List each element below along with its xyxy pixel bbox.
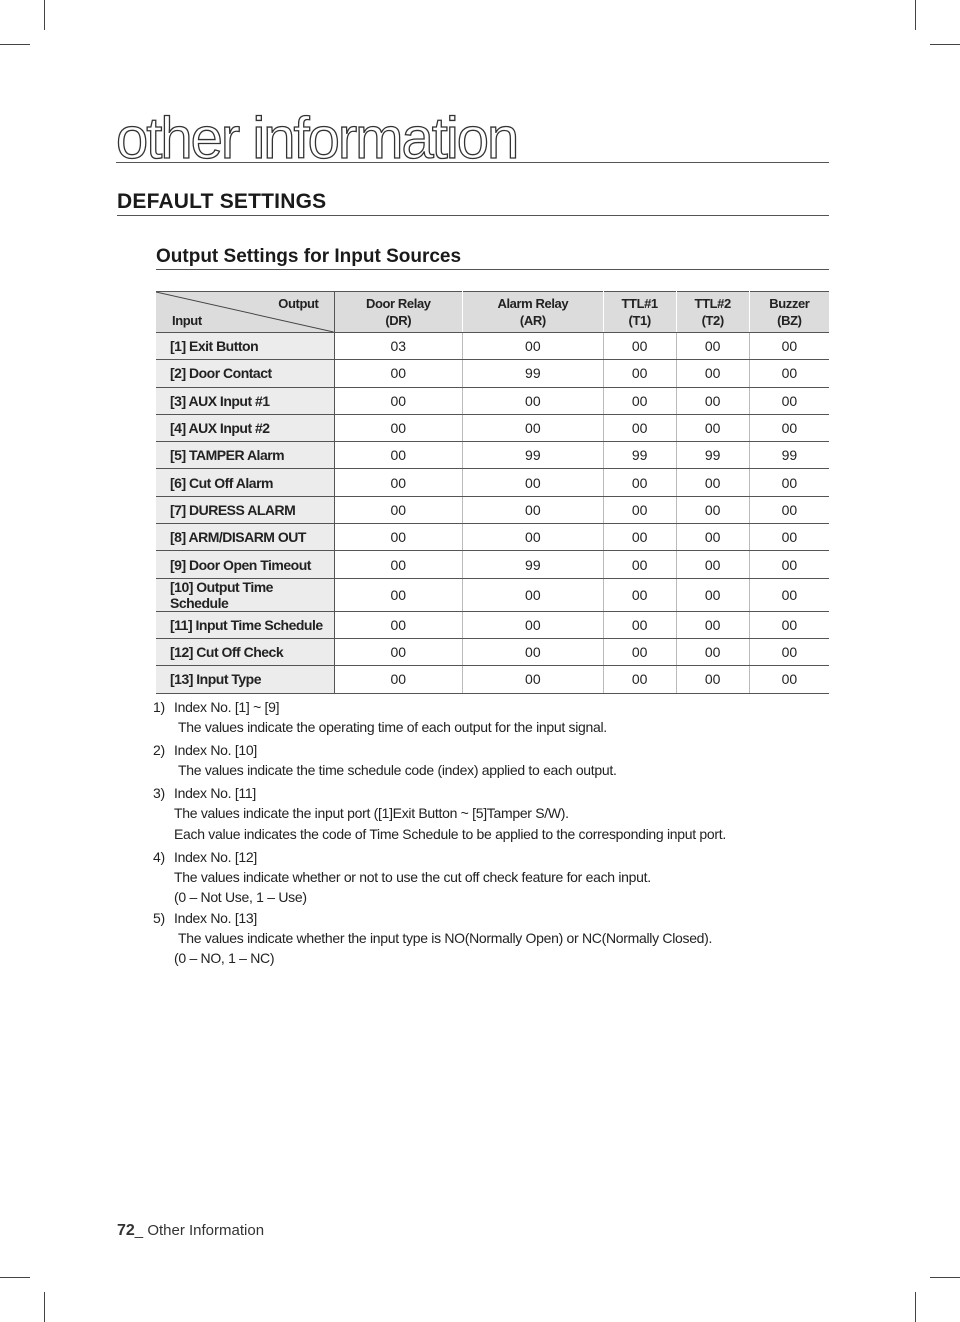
footer-separator: _ [134, 1222, 144, 1239]
table-row [156, 578, 829, 611]
crop-mark [44, 1292, 45, 1322]
row-label: [10] Output Time Schedule [156, 578, 334, 611]
crop-mark [915, 1292, 916, 1322]
table-cell: 00 [676, 360, 749, 387]
table-cell: 00 [676, 469, 749, 496]
table-cell: 00 [749, 414, 829, 441]
table-cell: 99 [463, 551, 604, 578]
table-cell: 00 [463, 638, 604, 665]
table-cell: 00 [676, 496, 749, 523]
table-row [156, 551, 829, 578]
column-header [463, 292, 604, 333]
table-row [156, 360, 829, 387]
column-header [334, 292, 463, 333]
table-cell: 00 [676, 666, 749, 693]
table-cell: 00 [603, 360, 676, 387]
table-cell: 00 [676, 638, 749, 665]
table-cell: 00 [334, 387, 463, 414]
table-row [156, 496, 829, 523]
note-heading [153, 782, 833, 803]
table-cell: 99 [463, 360, 604, 387]
table-cell: 00 [603, 611, 676, 638]
note-number: 4) [153, 848, 165, 865]
table-row [156, 333, 829, 360]
table-cell: 00 [676, 524, 749, 551]
table-cell: 00 [676, 387, 749, 414]
table-cell: 99 [676, 442, 749, 469]
table-row [156, 387, 829, 414]
table-cell: 00 [334, 611, 463, 638]
table-cell: 00 [603, 496, 676, 523]
table-cell: 99 [463, 442, 604, 469]
note-number: 5) [153, 909, 165, 926]
section-title: DEFAULT SETTINGS [117, 190, 327, 213]
table-cell: 99 [749, 442, 829, 469]
row-label: [11] Input Time Schedule [156, 611, 334, 638]
column-header [603, 292, 676, 333]
table-cell: 00 [463, 666, 604, 693]
column-header [676, 292, 749, 333]
crop-mark [0, 44, 30, 45]
note-title: Index No. [12] [174, 848, 257, 865]
table-cell: 00 [334, 578, 463, 611]
crop-mark [930, 1277, 960, 1278]
note-item [153, 907, 833, 967]
table-cell: 00 [603, 333, 676, 360]
row-label: [13] Input Type [156, 666, 334, 693]
note-heading [153, 907, 833, 928]
table-cell: 00 [463, 387, 604, 414]
table-cell: 00 [463, 414, 604, 441]
subsection-header [156, 244, 829, 270]
table-cell: 00 [603, 414, 676, 441]
note-text: The values indicate the input port ([1]Exit Button ~ [5]Tamper S/W). [174, 805, 569, 821]
note-text: The values indicate the operating time of each output for the input signal. [178, 719, 607, 735]
note-heading [153, 739, 833, 760]
table-cell: 03 [334, 333, 463, 360]
table-cell: 00 [463, 524, 604, 551]
row-label: [2] Door Contact [156, 360, 334, 387]
table-cell: 00 [603, 666, 676, 693]
row-label: [12] Cut Off Check [156, 638, 334, 665]
row-label: [4] AUX Input #2 [156, 414, 334, 441]
table-cell: 00 [676, 551, 749, 578]
table-cell: 00 [749, 469, 829, 496]
table-row [156, 666, 829, 693]
column-header-code: (DR) [385, 313, 412, 328]
crop-mark [915, 0, 916, 30]
table-cell: 00 [676, 611, 749, 638]
note-text: (0 – Not Use, 1 – Use) [174, 889, 307, 905]
page-number: 72 [117, 1222, 135, 1239]
table-cell: 00 [749, 551, 829, 578]
subsection-title: Output Settings for Input Sources [156, 246, 462, 267]
table-cell: 00 [603, 387, 676, 414]
table-cell: 00 [463, 611, 604, 638]
note-item [153, 782, 833, 845]
table-cell: 00 [749, 524, 829, 551]
row-label: [7] DURESS ALARM [156, 496, 334, 523]
notes-list [153, 696, 833, 968]
column-header-code: (AR) [519, 313, 546, 328]
corner-input-label: Input [172, 313, 202, 328]
table-cell: 00 [463, 333, 604, 360]
column-header [749, 292, 829, 333]
note-item [153, 846, 833, 906]
column-header-code: (T2) [701, 313, 724, 328]
table-cell: 00 [749, 333, 829, 360]
table-cell: 00 [749, 638, 829, 665]
note-number: 2) [153, 741, 165, 758]
table-cell: 00 [603, 638, 676, 665]
note-heading [153, 696, 833, 717]
table-cell: 00 [463, 578, 604, 611]
column-header-code: (T1) [628, 313, 651, 328]
table-body [156, 333, 829, 694]
crop-mark [0, 1277, 30, 1278]
note-item [153, 696, 833, 738]
table-cell: 00 [463, 496, 604, 523]
chapter-title: other information [116, 106, 518, 171]
row-label: [8] ARM/DISARM OUT [156, 524, 334, 551]
table-cell: 00 [334, 496, 463, 523]
table-cell: 00 [603, 578, 676, 611]
column-header-name: TTL#2 [694, 296, 731, 311]
table-row [156, 414, 829, 441]
row-label: [3] AUX Input #1 [156, 387, 334, 414]
table-cell: 00 [749, 387, 829, 414]
note-number: 1) [153, 698, 165, 715]
output-settings-table [156, 291, 829, 694]
footer-text: Other Information [147, 1222, 265, 1239]
note-text: Each value indicates the code of Time Schedule to be applied to the corresponding input port. [174, 826, 726, 842]
table-cell: 00 [603, 551, 676, 578]
table-cell: 00 [676, 414, 749, 441]
corner-header-cell [156, 292, 334, 333]
table-row [156, 638, 829, 665]
table-cell: 00 [749, 360, 829, 387]
page-footer [117, 1222, 264, 1240]
note-title: Index No. [10] [174, 741, 257, 758]
table-row [156, 524, 829, 551]
table-cell: 00 [334, 551, 463, 578]
table-cell: 00 [334, 469, 463, 496]
table-cell: 00 [334, 414, 463, 441]
table-row [156, 611, 829, 638]
table-row [156, 469, 829, 496]
note-title: Index No. [1] ~ [9] [174, 698, 280, 715]
column-header-name: Buzzer [769, 296, 810, 311]
table-cell: 00 [334, 442, 463, 469]
table-cell: 00 [676, 333, 749, 360]
table-cell: 00 [334, 666, 463, 693]
note-text: The values indicate whether the input type is NO(Normally Open) or NC(Normally Closed). [178, 930, 713, 946]
note-text: The values indicate whether or not to use the cut off check feature for each input. [174, 869, 651, 885]
table-cell: 00 [334, 360, 463, 387]
table-cell: 00 [749, 496, 829, 523]
table-cell: 99 [603, 442, 676, 469]
note-title: Index No. [11] [174, 784, 256, 801]
table-cell: 00 [603, 469, 676, 496]
note-heading [153, 846, 833, 867]
table-header-row [156, 292, 829, 333]
table-cell: 00 [334, 638, 463, 665]
note-number: 3) [153, 784, 165, 801]
row-label: [6] Cut Off Alarm [156, 469, 334, 496]
table-cell: 00 [749, 611, 829, 638]
column-header-name: Alarm Relay [497, 296, 569, 311]
note-item [153, 739, 833, 781]
table-cell: 00 [463, 469, 604, 496]
note-text: (0 – NO, 1 – NC) [174, 950, 275, 966]
chapter-header [116, 106, 829, 171]
note-text: The values indicate the time schedule code (index) applied to each output. [178, 762, 617, 778]
table-cell: 00 [749, 666, 829, 693]
note-title: Index No. [13] [174, 909, 257, 926]
column-header-name: Door Relay [365, 296, 431, 311]
table-row [156, 442, 829, 469]
row-label: [9] Door Open Timeout [156, 551, 334, 578]
table-cell: 00 [676, 578, 749, 611]
crop-mark [44, 0, 45, 30]
table-cell: 00 [749, 578, 829, 611]
section-header [117, 189, 829, 216]
row-label: [5] TAMPER Alarm [156, 442, 334, 469]
column-header-code: (BZ) [777, 313, 802, 328]
column-header-name: TTL#1 [621, 296, 658, 311]
row-label: [1] Exit Button [156, 333, 334, 360]
table-cell: 00 [603, 524, 676, 551]
table-cell: 00 [334, 524, 463, 551]
crop-mark [930, 44, 960, 45]
corner-output-label: Output [278, 296, 319, 311]
